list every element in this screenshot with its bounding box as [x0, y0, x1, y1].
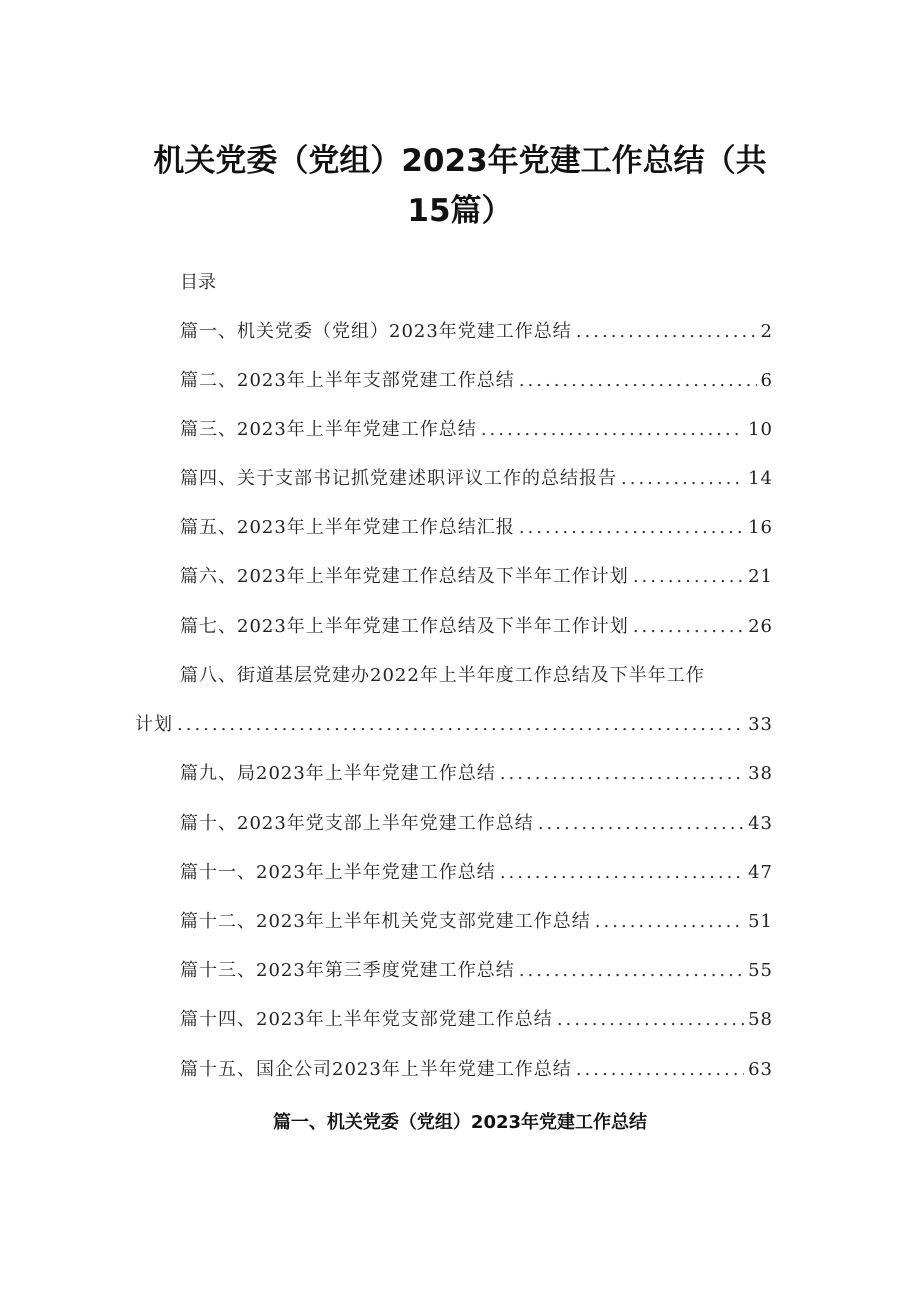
toc-page-number: 33 — [748, 714, 773, 735]
toc-entry[interactable] — [180, 759, 773, 789]
toc-page-number: 21 — [748, 566, 773, 587]
toc-entry[interactable] — [180, 1055, 773, 1085]
toc-entry[interactable] — [180, 415, 773, 445]
title-line-2: 15篇） — [407, 193, 513, 229]
toc-entry[interactable] — [180, 562, 773, 592]
dot-leader — [481, 415, 744, 445]
toc-page-number: 51 — [748, 911, 773, 932]
toc-entry-label: 篇三、2023年上半年党建工作总结 — [180, 419, 477, 440]
dot-leader — [500, 858, 744, 888]
toc-page-number: 55 — [748, 960, 773, 981]
dot-leader — [538, 809, 744, 839]
toc-entry-label: 篇十二、2023年上半年机关党支部党建工作总结 — [180, 911, 591, 932]
toc-entry-label: 篇一、机关党委（党组）2023年党建工作总结 — [180, 321, 572, 342]
toc-entry-label: 篇九、局2023年上半年党建工作总结 — [180, 763, 496, 784]
toc-entry[interactable] — [180, 956, 773, 986]
dot-leader — [519, 366, 757, 396]
toc-heading: 目录 — [180, 272, 216, 293]
dot-leader — [595, 907, 744, 937]
dot-leader — [633, 612, 744, 642]
toc-page-number: 14 — [748, 468, 773, 489]
toc-page-number: 43 — [748, 813, 773, 834]
toc-entry[interactable] — [180, 366, 773, 396]
toc-entry-label: 篇四、关于支部书记抓党建述职评议工作的总结报告 — [180, 468, 617, 489]
dot-leader — [519, 956, 744, 986]
toc-entry[interactable] — [180, 809, 773, 839]
toc-entry[interactable] — [180, 907, 773, 937]
toc-entry[interactable] — [180, 1005, 773, 1035]
dot-leader — [177, 710, 744, 740]
toc-page-number: 6 — [760, 370, 773, 391]
toc-page-number: 63 — [748, 1059, 773, 1080]
title-line-1: 机关党委（党组）2023年党建工作总结（共 — [153, 143, 767, 179]
toc-entry-label: 篇十三、2023年第三季度党建工作总结 — [180, 960, 515, 981]
section-heading: 篇一、机关党委（党组）2023年党建工作总结 — [272, 1112, 648, 1133]
dot-leader — [519, 513, 744, 543]
dot-leader — [633, 562, 744, 592]
toc-page-number: 58 — [748, 1009, 773, 1030]
toc-entry[interactable] — [180, 612, 773, 642]
toc-entry-label: 计划 — [135, 714, 173, 735]
toc-entry-label: 篇十四、2023年上半年党支部党建工作总结 — [180, 1009, 553, 1030]
toc-entry[interactable] — [180, 513, 773, 543]
dot-leader — [621, 464, 744, 494]
dot-leader — [576, 1055, 744, 1085]
toc-entry-wrapped-line-1[interactable]: 篇八、街道基层党建办2022年上半年度工作总结及下半年工作 — [180, 665, 705, 686]
toc-entry-label: 篇十一、2023年上半年党建工作总结 — [180, 862, 496, 883]
toc-entry[interactable] — [180, 858, 773, 888]
toc-entry-label: 篇十五、国企公司2023年上半年党建工作总结 — [180, 1059, 572, 1080]
dot-leader — [500, 759, 744, 789]
toc-page-number: 2 — [760, 321, 773, 342]
dot-leader — [557, 1005, 744, 1035]
toc-entry[interactable] — [135, 710, 773, 740]
toc-page-number: 26 — [748, 616, 773, 637]
toc-entry-label: 篇二、2023年上半年支部党建工作总结 — [180, 370, 515, 391]
document-title — [100, 136, 820, 236]
toc-page-number: 47 — [748, 862, 773, 883]
toc-page-number: 16 — [748, 517, 773, 538]
toc-entry[interactable] — [180, 464, 773, 494]
toc-entry-label: 篇五、2023年上半年党建工作总结汇报 — [180, 517, 515, 538]
toc-entry-label: 篇七、2023年上半年党建工作总结及下半年工作计划 — [180, 616, 629, 637]
toc-entry-label: 篇六、2023年上半年党建工作总结及下半年工作计划 — [180, 566, 629, 587]
toc-page-number: 10 — [748, 419, 773, 440]
toc-entry[interactable] — [180, 317, 773, 347]
toc-entry-label: 篇十、2023年党支部上半年党建工作总结 — [180, 813, 534, 834]
dot-leader — [576, 317, 757, 347]
toc-page-number: 38 — [748, 763, 773, 784]
